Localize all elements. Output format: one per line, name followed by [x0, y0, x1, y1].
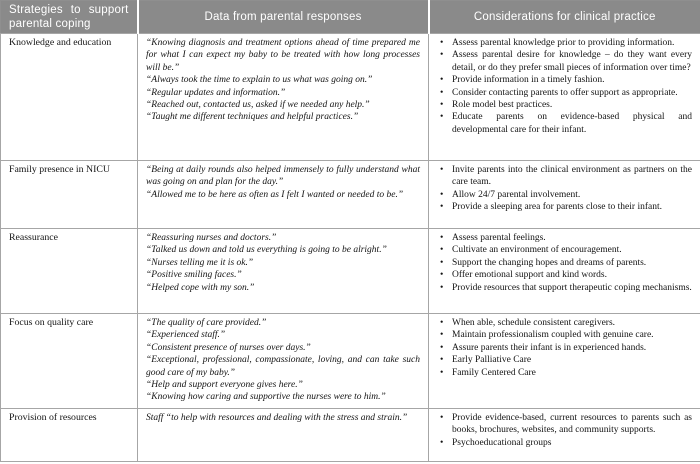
table-row	[1, 34, 700, 161]
strategy-cell: Family presence in NICU	[1, 161, 138, 229]
consideration-item: • Provide a sleeping area for parents close to their infant.	[437, 201, 692, 213]
consideration-item: • Role model best practices.	[437, 99, 692, 111]
column-header-clinical-practice: Considerations for clinical practice	[429, 1, 700, 34]
parent-quote: “Being at daily rounds also helped immensely to fully understand what was going on and plan for the day.”	[146, 165, 420, 188]
parent-quote: “Knowing how caring and supportive the nurses were to him.”	[146, 392, 386, 403]
parental-responses-cell	[138, 314, 429, 409]
consideration-item: • Early Palliative Care	[437, 354, 692, 366]
parent-quote: “Nurses telling me it is ok.”	[146, 257, 254, 268]
consideration-item: • Educate parents on evidence-based physical and developmental care for their infant.	[437, 111, 692, 136]
parent-quote: “Reassuring nurses and doctors.”	[146, 233, 277, 243]
considerations-cell	[429, 409, 700, 462]
consideration-item: • Psychoeducational groups	[437, 437, 692, 449]
parent-quote: “Knowing diagnosis and treatment options ahead of time prepared me for what I can expect my baby to be treated with how long processes will be.”	[146, 38, 420, 73]
strategy-cell: Provision of resources	[1, 409, 138, 462]
considerations-list	[437, 412, 692, 449]
consideration-item: • Provide evidence-based, current resources to parents such as books, brochures, websites, and community supports.	[437, 412, 692, 437]
consideration-item: • When able, schedule consistent caregivers.	[437, 317, 692, 329]
consideration-item: • Provide information in a timely fashion.	[437, 74, 692, 86]
strategy-cell: Focus on quality care	[1, 314, 138, 409]
strategy-cell: Knowledge and education	[1, 34, 138, 161]
consideration-item: • Invite parents into the clinical environment as partners on the care team.	[437, 164, 692, 189]
table-row	[1, 161, 700, 229]
parent-quote: “Help and support everyone gives here.”	[146, 380, 303, 391]
parental-responses-cell	[138, 161, 429, 229]
consideration-item: • Cultivate an environment of encouragement.	[437, 244, 692, 256]
parent-quote: “Experienced staff.”	[146, 330, 226, 341]
parental-responses-cell	[138, 34, 429, 161]
column-header-strategies: Strategies to support parental coping	[1, 1, 138, 34]
consideration-item: • Family Centered Care	[437, 367, 692, 379]
considerations-cell	[429, 314, 700, 409]
strategy-cell: Reassurance	[1, 229, 138, 314]
parental-responses-cell	[138, 409, 429, 462]
consideration-item: • Support the changing hopes and dreams of parents.	[437, 257, 692, 269]
table-row	[1, 314, 700, 409]
consideration-item: • Maintain professionalism coupled with genuine care.	[437, 329, 692, 341]
parent-quote: “Positive smiling faces.”	[146, 270, 242, 281]
considerations-cell	[429, 229, 700, 314]
table-row	[1, 229, 700, 314]
consideration-item: • Assess parental desire for knowledge – do they want every detail, or do they prefer small pieces of information over time?	[437, 49, 692, 74]
consideration-item: • Provide resources that support therapeutic coping mechanisms.	[437, 282, 692, 294]
parent-quote: “Taught me different techniques and helpful practices.”	[146, 112, 359, 123]
table-row	[1, 409, 700, 462]
parent-quote: “Reached out, contacted us, asked if we needed any help.”	[146, 100, 370, 111]
parent-quote: “Allowed me to be here as often as I felt I wanted or needed to be.”	[146, 189, 404, 200]
considerations-cell	[429, 34, 700, 161]
considerations-list	[437, 164, 692, 214]
parent-quote: “Talked us down and told us everything is going to be alright.”	[146, 245, 387, 256]
consideration-item: • Assess parental knowledge prior to providing information.	[437, 37, 692, 49]
parent-quote: Staff “to help with resources and dealing with the stress and strain.”	[146, 413, 408, 423]
considerations-list	[437, 232, 692, 294]
considerations-cell	[429, 161, 700, 229]
parent-quote: “Regular updates and information.”	[146, 87, 286, 98]
considerations-list	[437, 37, 692, 136]
consideration-item: • Offer emotional support and kind words.	[437, 269, 692, 281]
consideration-item: • Allow 24/7 parental involvement.	[437, 189, 692, 201]
parent-quote: “Exceptional, professional, compassionate, loving, and can take such good care of my baby.”	[146, 355, 420, 378]
column-header-parental-responses: Data from parental responses	[138, 1, 429, 34]
consideration-item: • Assess parental feelings.	[437, 232, 692, 244]
consideration-item: • Consider contacting parents to offer support as appropriate.	[437, 87, 692, 99]
parent-quote: “The quality of care provided.”	[146, 318, 267, 328]
parent-quote: “Helped cope with my son.”	[146, 282, 255, 293]
parent-quote: “Always took the time to explain to us what was going on.”	[146, 75, 373, 86]
table-body	[1, 34, 700, 462]
consideration-item: • Assure parents their infant is in experienced hands.	[437, 342, 692, 354]
parental-responses-cell	[138, 229, 429, 314]
considerations-list	[437, 317, 692, 379]
header-row	[1, 1, 700, 34]
parent-quote: “Consistent presence of nurses over days.”	[146, 342, 311, 353]
